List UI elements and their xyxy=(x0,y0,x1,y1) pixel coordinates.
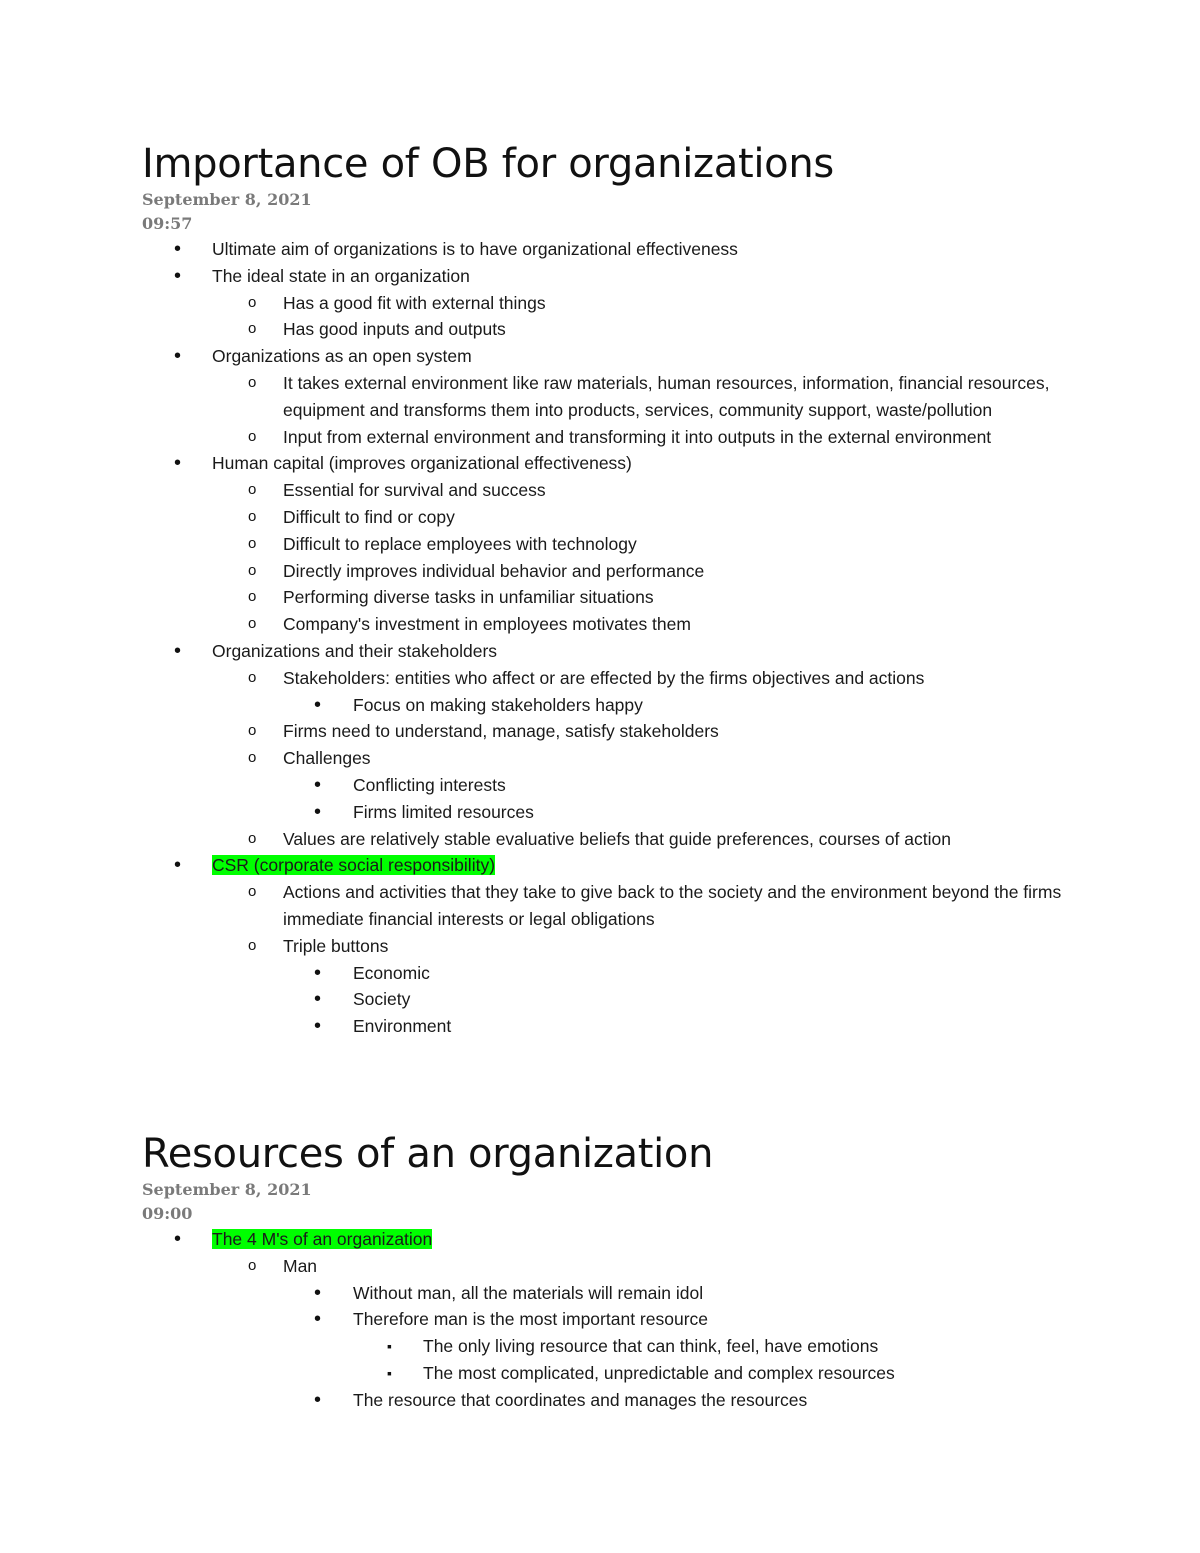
list-item-text: Without man, all the materials will remain idol xyxy=(353,1282,704,1303)
list-item xyxy=(142,611,1122,638)
list-item xyxy=(142,1013,1122,1040)
list-item xyxy=(142,933,1122,960)
list-item-text: Challenges xyxy=(283,748,371,769)
list-item xyxy=(142,343,1122,370)
list-item-text: Has a good fit with external things xyxy=(283,292,546,313)
hollow-bullet-icon: o xyxy=(248,373,257,391)
list-item xyxy=(142,584,1122,611)
list-item-text: Environment xyxy=(353,1016,452,1037)
list-item xyxy=(142,531,1122,558)
bullet-list xyxy=(142,236,1122,1040)
list-item-text: Performing diverse tasks in unfamiliar situations xyxy=(283,587,654,608)
list-item xyxy=(142,1306,1122,1333)
bullet-icon: • xyxy=(314,1308,322,1331)
list-item-text: CSR (corporate social responsibility) xyxy=(212,855,496,876)
list-item-text: Stakeholders: entities who affect or are effected by the firms objectives and actions xyxy=(283,667,925,688)
list-item xyxy=(142,263,1122,290)
hollow-bullet-icon: o xyxy=(248,507,257,525)
hollow-bullet-icon: o xyxy=(248,588,257,606)
hollow-bullet-icon: o xyxy=(248,561,257,579)
hollow-bullet-icon: o xyxy=(248,427,257,445)
list-item xyxy=(142,772,1122,799)
list-item xyxy=(142,986,1122,1013)
list-item xyxy=(142,1280,1122,1307)
hollow-bullet-icon: o xyxy=(248,320,257,338)
list-item-text: The 4 M's of an organization xyxy=(212,1229,433,1249)
list-item xyxy=(142,290,1122,317)
list-item-text: Difficult to replace employees with technology xyxy=(283,533,637,554)
list-item xyxy=(142,1360,1122,1387)
bullet-icon: • xyxy=(174,452,182,475)
list-item xyxy=(142,558,1122,585)
bullet-list xyxy=(142,1226,1122,1414)
note-time: 09:57 xyxy=(142,214,193,233)
list-item xyxy=(142,745,1122,772)
list-item xyxy=(142,718,1122,745)
bullet-icon: • xyxy=(174,238,182,260)
list-item-text: The most complicated, unpredictable and complex resources xyxy=(423,1362,895,1383)
note-date: September 8, 2021 xyxy=(142,1180,312,1199)
list-item-text: Firms limited resources xyxy=(353,801,534,822)
list-item-text: Society xyxy=(353,989,411,1010)
list-item-text: Essential for survival and success xyxy=(283,480,546,501)
list-item-text: Organizations as an open system xyxy=(212,346,472,367)
square-bullet-icon: ▪ xyxy=(387,1364,392,1381)
list-item-text: Company's investment in employees motivates them xyxy=(283,614,691,635)
list-item-text: Triple buttons xyxy=(283,935,389,956)
note-date: September 8, 2021 xyxy=(142,190,312,209)
list-item xyxy=(142,826,1122,853)
hollow-bullet-icon: o xyxy=(248,883,257,901)
hollow-bullet-icon: o xyxy=(248,1256,257,1274)
list-item xyxy=(142,799,1122,826)
bullet-icon: • xyxy=(174,639,182,662)
list-item-text: Has good inputs and outputs xyxy=(283,319,506,340)
hollow-bullet-icon: o xyxy=(248,829,257,847)
bullet-icon: • xyxy=(314,1388,322,1411)
list-item-text: Organizations and their stakeholders xyxy=(212,640,498,661)
list-item xyxy=(142,504,1122,531)
square-bullet-icon: ▪ xyxy=(387,1338,392,1355)
bullet-icon: • xyxy=(314,1281,322,1304)
bullet-icon: • xyxy=(174,854,182,877)
list-item xyxy=(142,1253,1122,1280)
list-item-text: Economic xyxy=(353,962,430,983)
bullet-icon: • xyxy=(314,693,322,716)
hollow-bullet-icon: o xyxy=(248,615,257,633)
list-item-text: Firms need to understand, manage, satisfy stakeholders xyxy=(283,721,719,742)
note-section-importance-of-ob xyxy=(142,140,1122,1040)
bullet-icon: • xyxy=(314,773,322,796)
list-item xyxy=(142,477,1122,504)
list-item xyxy=(142,370,1122,424)
list-item-text: Therefore man is the most important resource xyxy=(353,1309,709,1330)
list-item xyxy=(142,879,1122,933)
hollow-bullet-icon: o xyxy=(248,749,257,767)
list-item xyxy=(142,852,1122,879)
list-item xyxy=(142,316,1122,343)
bullet-icon: • xyxy=(174,345,182,368)
list-item-text: Input from external environment and transforming it into outputs in the external environment xyxy=(283,426,992,447)
list-item-text: It takes external environment like raw materials, human resources, information, financial resources, equipment and transforms them into products, services, community support, waste/pollution xyxy=(283,372,1050,420)
bullet-icon: • xyxy=(314,800,322,823)
list-item-text: Conflicting interests xyxy=(353,774,506,795)
list-item xyxy=(142,236,1122,263)
hollow-bullet-icon: o xyxy=(248,534,257,552)
hollow-bullet-icon: o xyxy=(248,293,257,311)
list-item xyxy=(142,424,1122,451)
note-time: 09:00 xyxy=(142,1204,193,1223)
list-item-text: Ultimate aim of organizations is to have organizational effectiveness xyxy=(212,239,738,259)
list-item xyxy=(142,450,1122,477)
bullet-icon: • xyxy=(314,1015,322,1038)
bullet-icon: • xyxy=(314,988,322,1011)
bullet-icon: • xyxy=(314,961,322,984)
list-item xyxy=(142,1333,1122,1360)
list-item-text: Human capital (improves organizational effectiveness) xyxy=(212,453,632,474)
list-item-text: Difficult to find or copy xyxy=(283,506,455,527)
hollow-bullet-icon: o xyxy=(248,936,257,954)
bullet-icon: • xyxy=(174,1228,182,1250)
note-section-resources xyxy=(142,1130,1122,1414)
hollow-bullet-icon: o xyxy=(248,481,257,499)
hollow-bullet-icon: o xyxy=(248,668,257,686)
list-item-text: The resource that coordinates and manages the resources xyxy=(353,1389,808,1410)
list-item-text: Directly improves individual behavior and performance xyxy=(283,560,705,581)
list-item-text: Man xyxy=(283,1255,318,1276)
hollow-bullet-icon: o xyxy=(248,722,257,740)
list-item xyxy=(142,638,1122,665)
list-item-text: The ideal state in an organization xyxy=(212,265,470,286)
list-item xyxy=(142,665,1122,692)
note-title: Importance of OB for organizations xyxy=(142,141,834,187)
list-item xyxy=(142,960,1122,987)
list-item-text: Values are relatively stable evaluative beliefs that guide preferences, courses of action xyxy=(283,828,951,849)
note-title: Resources of an organization xyxy=(142,1131,714,1177)
list-item xyxy=(142,1387,1122,1414)
list-item xyxy=(142,692,1122,719)
list-item-text: Focus on making stakeholders happy xyxy=(353,694,643,715)
list-item-text: The only living resource that can think, feel, have emotions xyxy=(423,1336,879,1357)
bullet-icon: • xyxy=(174,264,182,287)
list-item xyxy=(142,1226,1122,1253)
list-item-text: Actions and activities that they take to give back to the society and the environment beyond the firms immediate financial interests or legal obligations xyxy=(283,882,1062,929)
